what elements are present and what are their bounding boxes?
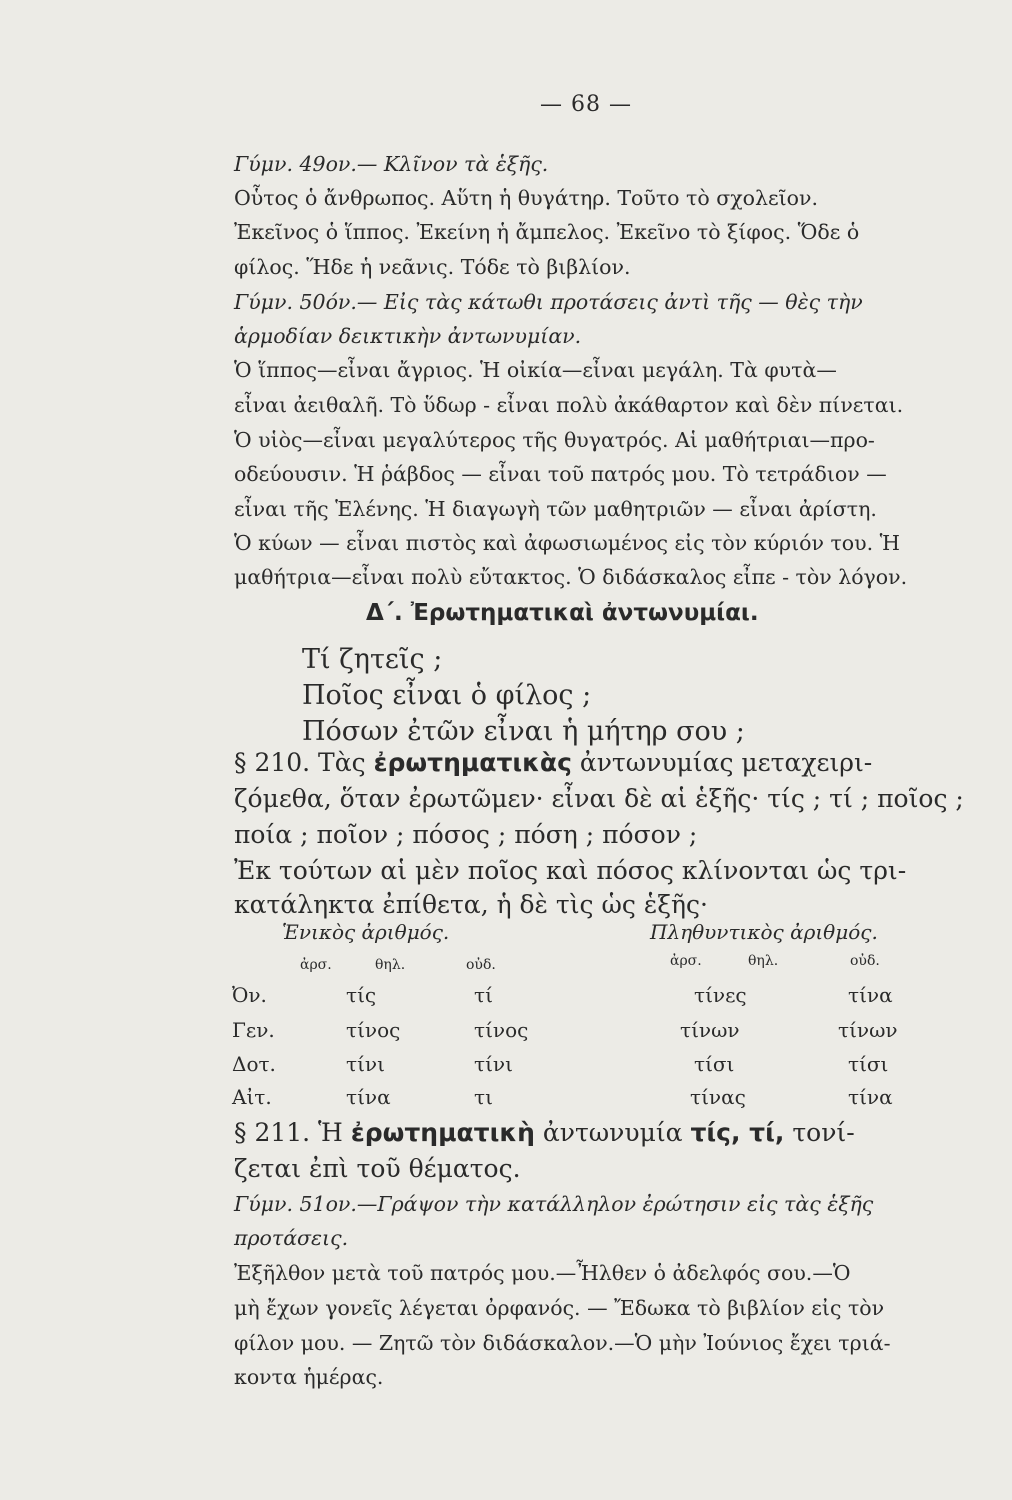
paragraph-210-line: ποία ; ποῖον ; πόσος ; πόση ; πόσον ;	[234, 820, 698, 849]
exercise-51-title: Γύμν. 51ον.—Γράψον τὴν κατάλληλον ἐρώτησιν εἰς τὰς ἑξῆς	[234, 1192, 874, 1216]
exercise-50-title-cont: ἁρμοδίαν δεικτικὴν ἀντωνυμίαν.	[234, 324, 582, 348]
paragraph-211-line: ζεται ἐπὶ τοῦ θέματος.	[234, 1154, 521, 1183]
exercise-49-line: φίλος. Ἥδε ἡ νεᾶνις. Τόδε τὸ βιβλίον.	[234, 255, 631, 279]
exercise-50-line: Ὁ υἱὸς—εἶναι μεγαλύτερος τῆς θυγατρός. Αἱ μαθήτριαι—προ-	[234, 428, 875, 452]
plural-header: Πληθυντικὸς ἀριθμός.	[650, 920, 878, 944]
exercise-50-line: Ὁ ἵππος—εἶναι ἄγριος. Ἡ οἰκία—εἶναι μεγάλη. Τὰ φυτὰ—	[234, 358, 837, 382]
gender-label: ἀρσ.	[300, 957, 332, 973]
case-label: Δοτ.	[232, 1052, 276, 1076]
table-cell: τίνος	[474, 1018, 529, 1042]
exercise-50-line: Ὁ κύων — εἶναι πιστὸς καὶ ἀφωσιωμένος εἰς τὸν κύριόν του. Ἡ	[234, 531, 900, 555]
example-line: Πόσων ἐτῶν εἶναι ἡ μήτηρ σου ;	[302, 716, 745, 747]
paragraph-210-line	[234, 748, 872, 777]
exercise-49-title: Γύμν. 49ον.— Κλῖνον τὰ ἑξῆς.	[234, 152, 549, 176]
exercise-51-title-cont: προτάσεις.	[234, 1226, 349, 1250]
paragraph-210-line: Ἐκ τούτων αἱ μὲν ποῖος καὶ πόσος κλίνονται ὡς τρι-	[234, 856, 907, 885]
table-cell: τι	[474, 1085, 493, 1109]
table-cell: τίς	[346, 983, 377, 1007]
exercise-50-line: μαθήτρια—εἶναι πολὺ εὔτακτος. Ὁ διδάσκαλος εἶπε - τὸν λόγον.	[234, 565, 908, 589]
gender-label: θηλ.	[748, 953, 779, 969]
table-cell: τίσι	[848, 1052, 889, 1076]
example-line: Ποῖος εἶναι ὁ φίλος ;	[302, 680, 592, 711]
paragraph-text: ἀντωνυμίας μεταχειρι-	[571, 748, 873, 777]
exercise-50-line: οδεύουσιν. Ἡ ῥάβδος — εἶναι τοῦ πατρός μου. Τὸ τετράδιον —	[234, 462, 887, 486]
paragraph-text: τονί-	[784, 1118, 855, 1147]
page-number: — 68 —	[540, 92, 632, 117]
exercise-51-line: κοντα ἡμέρας.	[234, 1365, 384, 1389]
paragraph-number: § 210. Τὰς	[234, 748, 374, 777]
singular-header: Ἑνικὸς ἀριθμός.	[282, 920, 450, 944]
table-cell: τίνες	[694, 983, 747, 1007]
case-label: Γεν.	[232, 1018, 275, 1042]
paragraph-210-line: κατάληκτα ἐπίθετα, ἡ δὲ τὶς ὡς ἑξῆς·	[234, 890, 708, 919]
table-cell: τίνων	[680, 1018, 740, 1042]
case-label: Ὀν.	[232, 983, 267, 1007]
bold-term: τίς, τί,	[690, 1118, 785, 1147]
exercise-49-line: Ἐκεῖνος ὁ ἵππος. Ἐκείνη ἡ ἄμπελος. Ἐκεῖνο τὸ ξίφος. Ὅδε ὁ	[234, 220, 860, 244]
exercise-51-line: Ἐξῆλθον μετὰ τοῦ πατρός μου.—Ἦλθεν ὁ ἀδελφός σου.—Ὁ	[234, 1261, 851, 1285]
bold-term: ἐρωτηματικὰς	[373, 748, 572, 777]
exercise-50-line: εἶναι ἀειθαλῆ. Τὸ ὕδωρ - εἶναι πολὺ ἀκάθαρτον καὶ δὲν πίνεται.	[234, 393, 904, 417]
table-cell: τίνος	[346, 1018, 401, 1042]
gender-label: θηλ.	[375, 957, 406, 973]
table-cell: τί	[474, 983, 493, 1007]
table-cell: τίνι	[346, 1052, 385, 1076]
table-cell: τίνι	[474, 1052, 513, 1076]
section-heading: Δ΄. Ἐρωτηματικαὶ ἀντωνυμίαι.	[366, 600, 759, 626]
exercise-51-line: μὴ ἔχων γονεῖς λέγεται ὀρφανός. — Ἔδωκα τὸ βιβλίον εἰς τὸν	[234, 1296, 885, 1320]
table-cell: τίνων	[838, 1018, 898, 1042]
paragraph-211-line	[234, 1118, 855, 1147]
exercise-51-line: φίλον μου. — Ζητῶ τὸν διδάσκαλον.—Ὁ μὴν Ἰούνιος ἔχει τριά-	[234, 1331, 891, 1355]
exercise-50-line: εἶναι τῆς Ἑλένης. Ἡ διαγωγὴ τῶν μαθητριῶν — εἶναι ἀρίστη.	[234, 497, 877, 521]
table-cell: τίνας	[690, 1085, 746, 1109]
table-cell: τίνα	[848, 1085, 893, 1109]
gender-label: οὐδ.	[850, 953, 880, 969]
exercise-50-title: Γύμν. 50όν.— Εἰς τὰς κάτωθι προτάσεις ἀντὶ τῆς — θὲς τὴν	[234, 290, 863, 314]
bold-term: ἐρωτηματικὴ	[350, 1118, 535, 1147]
paragraph-210-line: ζόμεθα, ὅταν ἐρωτῶμεν· εἶναι δὲ αἱ ἑξῆς· τίς ; τί ; ποῖος ;	[234, 784, 964, 813]
gender-label: ἀρσ.	[670, 953, 702, 969]
exercise-49-line: Οὗτος ὁ ἄνθρωπος. Αὕτη ἡ θυγάτηρ. Τοῦτο τὸ σχολεῖον.	[234, 186, 818, 210]
paragraph-text: ἀντωνυμία	[534, 1118, 691, 1147]
paragraph-number: § 211. Ἡ	[234, 1118, 351, 1147]
table-cell: τίνα	[346, 1085, 391, 1109]
example-line: Τί ζητεῖς ;	[302, 644, 443, 675]
table-cell: τίσι	[694, 1052, 735, 1076]
case-label: Αἰτ.	[232, 1085, 272, 1109]
gender-label: οὐδ.	[466, 957, 496, 973]
table-cell: τίνα	[848, 983, 893, 1007]
